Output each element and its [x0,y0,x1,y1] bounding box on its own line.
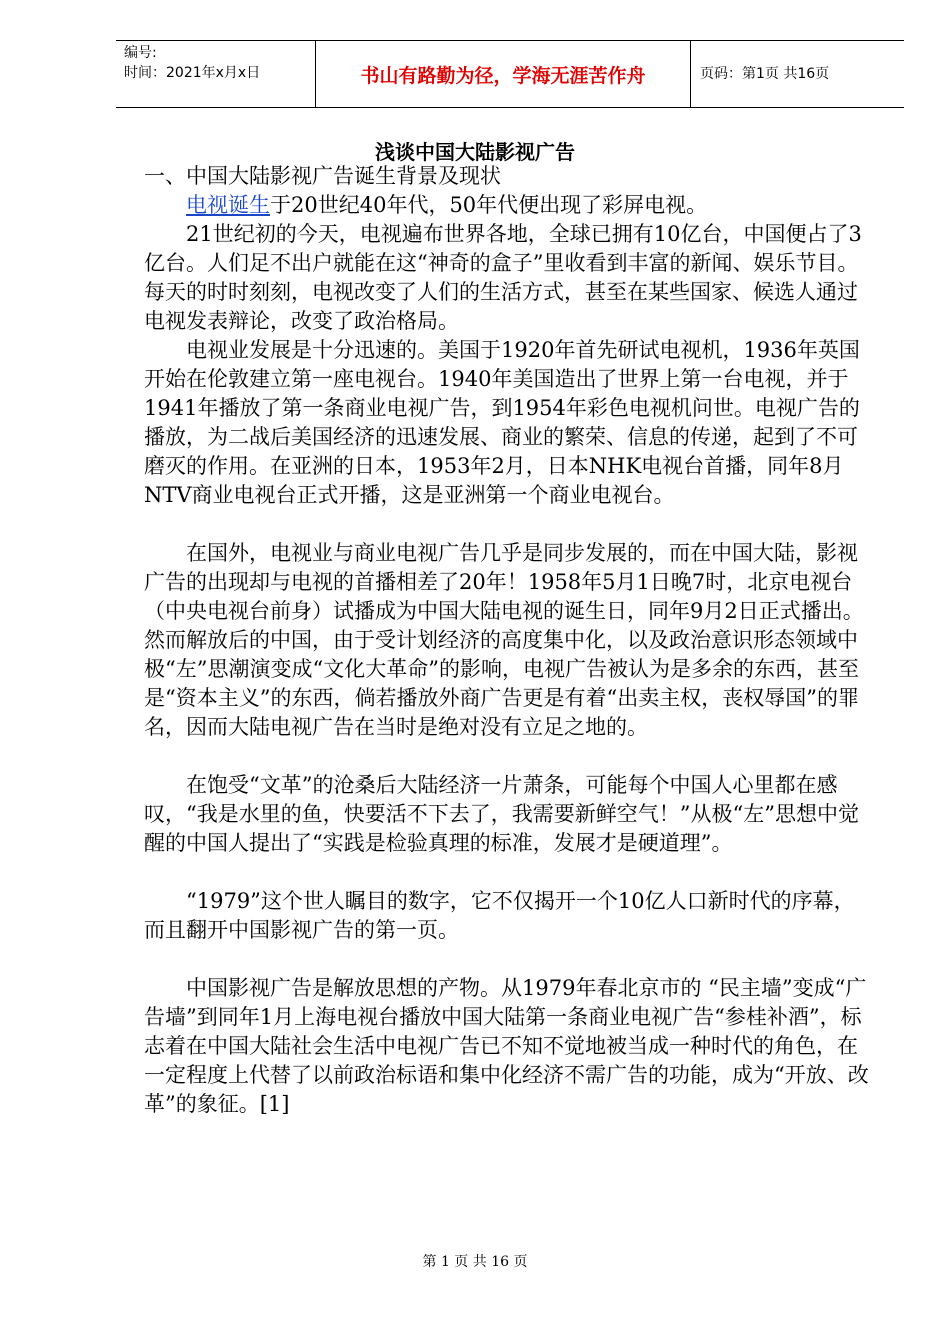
intro-paragraph [144,191,874,220]
number-label: 编号: [124,45,157,61]
section-heading: 一、中国大陆影视广告诞生背景及现状 [144,164,501,188]
paragraph-gap [144,858,874,887]
paragraph: 21世纪初的今天，电视遍布世界各地，全球已拥有10亿台，中国便占了3亿台。人们足不出户就能在这“神奇的盒子”里收看到丰富的新闻、娱乐节目。每天的时时刻刻，电视改变了人们的生活方式，甚至在某些国家、候选人通过电视发表辩论，改变了政治格局。 [144,222,862,333]
paragraph-gap [144,742,874,771]
paragraph: 在饱受“文革”的沧桑后大陆经济一片萧条，可能每个中国人心里都在感叹，“我是水里的鱼，快要活不下去了，我需要新鲜空气！”从极“左”思想中觉醒的中国人提出了“实践是检验真理的标准，发展才是硬道理”。 [144,773,859,855]
document-body [144,162,874,1119]
header-page-cell [690,41,904,107]
motto-text: 书山有路勤为径，学海无涯苦作舟 [360,65,646,87]
header-table [116,40,904,108]
document-title: 浅谈中国大陆影视广告 [375,140,575,164]
paragraph: 在国外，电视业与商业电视广告几乎是同步发展的，而在中国大陆，影视广告的出现却与电视的首播相差了20年！1958年5月1日晚7时，北京电视台（中央电视台前身）试播成为中国大陆电视的诞生日，同年9月2日正式播出。然而解放后的中国，由于受计划经济的高度集中化，以及政治意识形态领域中极“左”思潮演变成“文化大革命”的影响，电视广告被认为是多余的东西，甚至是“资本主义”的东西，倘若播放外商广告更是有着“出卖主权，丧权辱国”的罪名，因而大陆电视广告在当时是绝对没有立足之地的。 [144,541,864,739]
paragraph-gap [144,945,874,974]
paragraph: 电视业发展是十分迅速的。美国于1920年首先研试电视机，1936年英国开始在伦敦建立第一座电视台。1940年美国造出了世界上第一台电视，并于1941年播放了第一条商业电视广告，到1954年彩色电视机问世。电视广告的播放，为二战后美国经济的迅速发展、商业的繁荣、信息的传递，起到了不可磨灭的作用。在亚洲的日本，1953年2月，日本NHK电视台首播，同年8月NTV商业电视台正式开播，这是亚洲第一个商业电视台。 [144,338,860,507]
page-footer: 第 1 页 共 16 页 [422,1254,528,1270]
header-motto-cell [315,41,691,107]
time-label: 时间：2021年x月x日 [124,65,261,81]
paragraph-gap [144,510,874,539]
intro-text: 于20世纪40年代，50年代便出现了彩屏电视。 [270,193,708,217]
tv-birth-link[interactable]: 电视诞生 [186,193,270,217]
header-meta-cell [116,41,314,107]
paragraph: 中国影视广告是解放思想的产物。从1979年春北京市的 “民主墙”变成“广告墙”到同年1月上海电视台播放中国大陆第一条商业电视广告“参桂补酒”，标志着在中国大陆社会生活中电视广告已不知不觉地被当成一种时代的角色，在一定程度上代替了以前政治标语和集中化经济不需广告的功能，成为“开放、改革”的象征。[1] [144,976,869,1116]
paragraph: “1979”这个世人瞩目的数字，它不仅揭开一个10亿人口新时代的序幕，而且翻开中国影视广告的第一页。 [144,889,855,942]
page-info: 页码：第1页 共16页 [700,66,830,82]
